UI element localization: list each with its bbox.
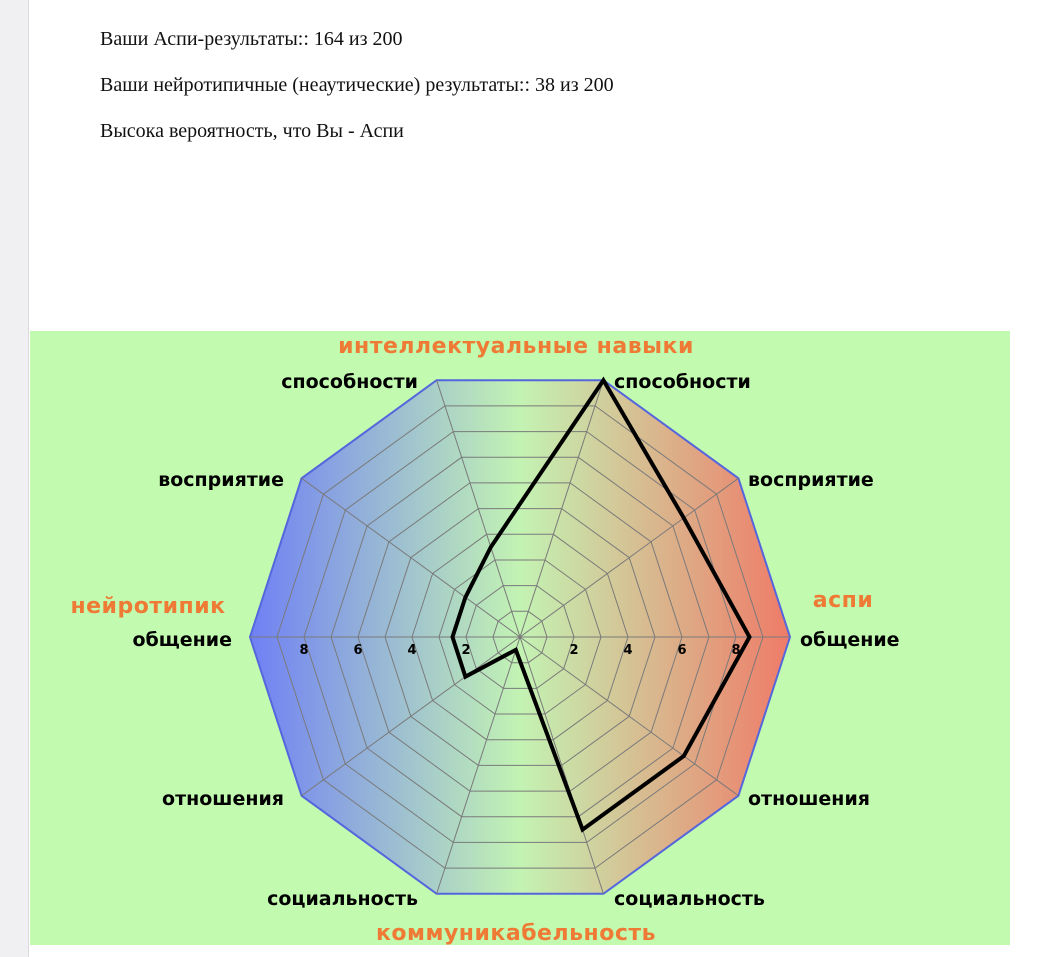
tick-label: 4 bbox=[407, 643, 417, 658]
tick-label: 6 bbox=[353, 643, 363, 658]
chart-bottom-label: коммуникабельность bbox=[375, 921, 657, 945]
label-top-right: способности bbox=[614, 371, 751, 393]
tick-label: 8 bbox=[731, 643, 741, 658]
chart-title: интеллектуальные навыки bbox=[338, 334, 694, 359]
neurotypical-score-text: Ваши нейротипичные (неаутические) результаты:: 38 из 200 bbox=[100, 74, 614, 96]
label-left: общение bbox=[132, 629, 232, 651]
conclusion-text: Высока вероятность, что Вы - Аспи bbox=[100, 120, 404, 142]
tick-label: 6 bbox=[677, 643, 687, 658]
label-lower-right: отношения bbox=[748, 788, 870, 810]
label-lower-left: отношения bbox=[162, 788, 284, 810]
aspie-score-text: Ваши Аспи-результаты:: 164 из 200 bbox=[100, 28, 403, 50]
tick-label: 4 bbox=[623, 643, 633, 658]
label-upper-left: восприятие bbox=[158, 469, 284, 491]
radar-chart-panel bbox=[30, 331, 1010, 945]
radar-chart bbox=[30, 331, 1010, 945]
label-upper-right: восприятие bbox=[748, 469, 874, 491]
tick-label: 8 bbox=[299, 643, 309, 658]
chart-left-label: нейротипик bbox=[70, 594, 226, 619]
label-bottom-left: социальность bbox=[267, 888, 418, 910]
label-top-left: способности bbox=[281, 371, 418, 393]
label-right: общение bbox=[800, 629, 900, 651]
chart-right-label: аспи bbox=[812, 588, 874, 613]
tick-label: 2 bbox=[569, 643, 579, 658]
sidebar-strip bbox=[0, 0, 29, 957]
results-text bbox=[100, 28, 614, 166]
label-bottom-right: социальность bbox=[614, 888, 765, 910]
tick-label: 2 bbox=[461, 643, 471, 658]
